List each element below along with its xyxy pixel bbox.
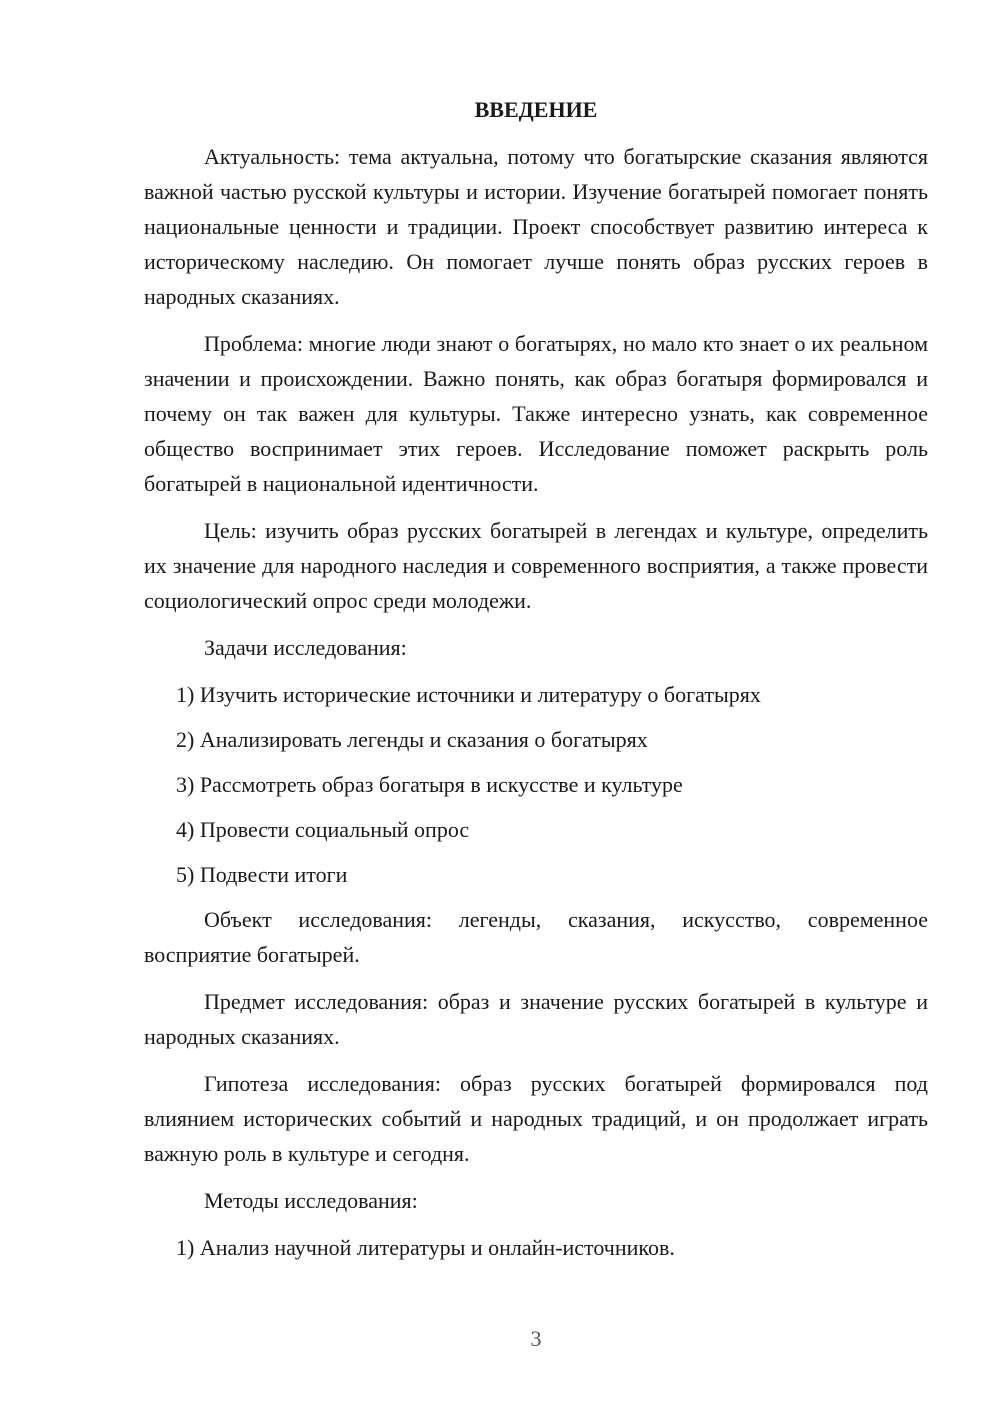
task-item-3: 3) Рассмотреть образ богатыря в искусстве и культуре	[176, 772, 683, 797]
task-item-4: 4) Провести социальный опрос	[176, 817, 470, 842]
task-item-2: 2) Анализировать легенды и сказания о богатырях	[176, 727, 648, 752]
methods-list	[144, 1230, 928, 1265]
problem-paragraph: Проблема: многие люди знают о богатырях, но мало кто знает о их реальном значении и происхождении. Важно понять, как образ богатыря формировался и почему он так важен для культуры. Также интересно узнать, как современное общество воспринимает этих героев. Исследование поможет раскрыть роль богатырей в национальной идентичности.	[144, 331, 928, 496]
page-content	[144, 92, 928, 1275]
tasks-list	[144, 677, 928, 892]
goal-paragraph: Цель: изучить образ русских богатырей в легендах и культуре, определить их значение для народного наследия и современного восприятия, а также провести социологический опрос среди молодежи.	[144, 518, 928, 613]
subject-paragraph: Предмет исследования: образ и значение русских богатырей в культуре и народных сказаниях.	[144, 989, 928, 1049]
method-item-1: 1) Анализ научной литературы и онлайн-источников.	[176, 1235, 675, 1260]
hypothesis-paragraph: Гипотеза исследования: образ русских богатырей формировался под влиянием исторических событий и народных традиций, и он продолжает играть важную роль в культуре и сегодня.	[144, 1071, 928, 1166]
page-number: 3	[530, 1326, 542, 1351]
task-item-5: 5) Подвести итоги	[176, 862, 348, 887]
methods-title: Методы исследования:	[204, 1188, 418, 1213]
relevance-paragraph: Актуальность: тема актуальна, потому что богатырские сказания являются важной частью русской культуры и истории. Изучение богатырей помогает понять национальные ценности и традиции. Проект способствует развитию интереса к историческому наследию. Он помогает лучше понять образ русских героев в народных сказаниях.	[144, 144, 928, 309]
object-paragraph: Объект исследования: легенды, сказания, искусство, современное восприятие богатырей.	[144, 907, 928, 967]
task-item-1: 1) Изучить исторические источники и литературу о богатырях	[176, 682, 761, 707]
section-heading: ВВЕДЕНИЕ	[474, 97, 598, 122]
tasks-title: Задачи исследования:	[204, 635, 407, 660]
